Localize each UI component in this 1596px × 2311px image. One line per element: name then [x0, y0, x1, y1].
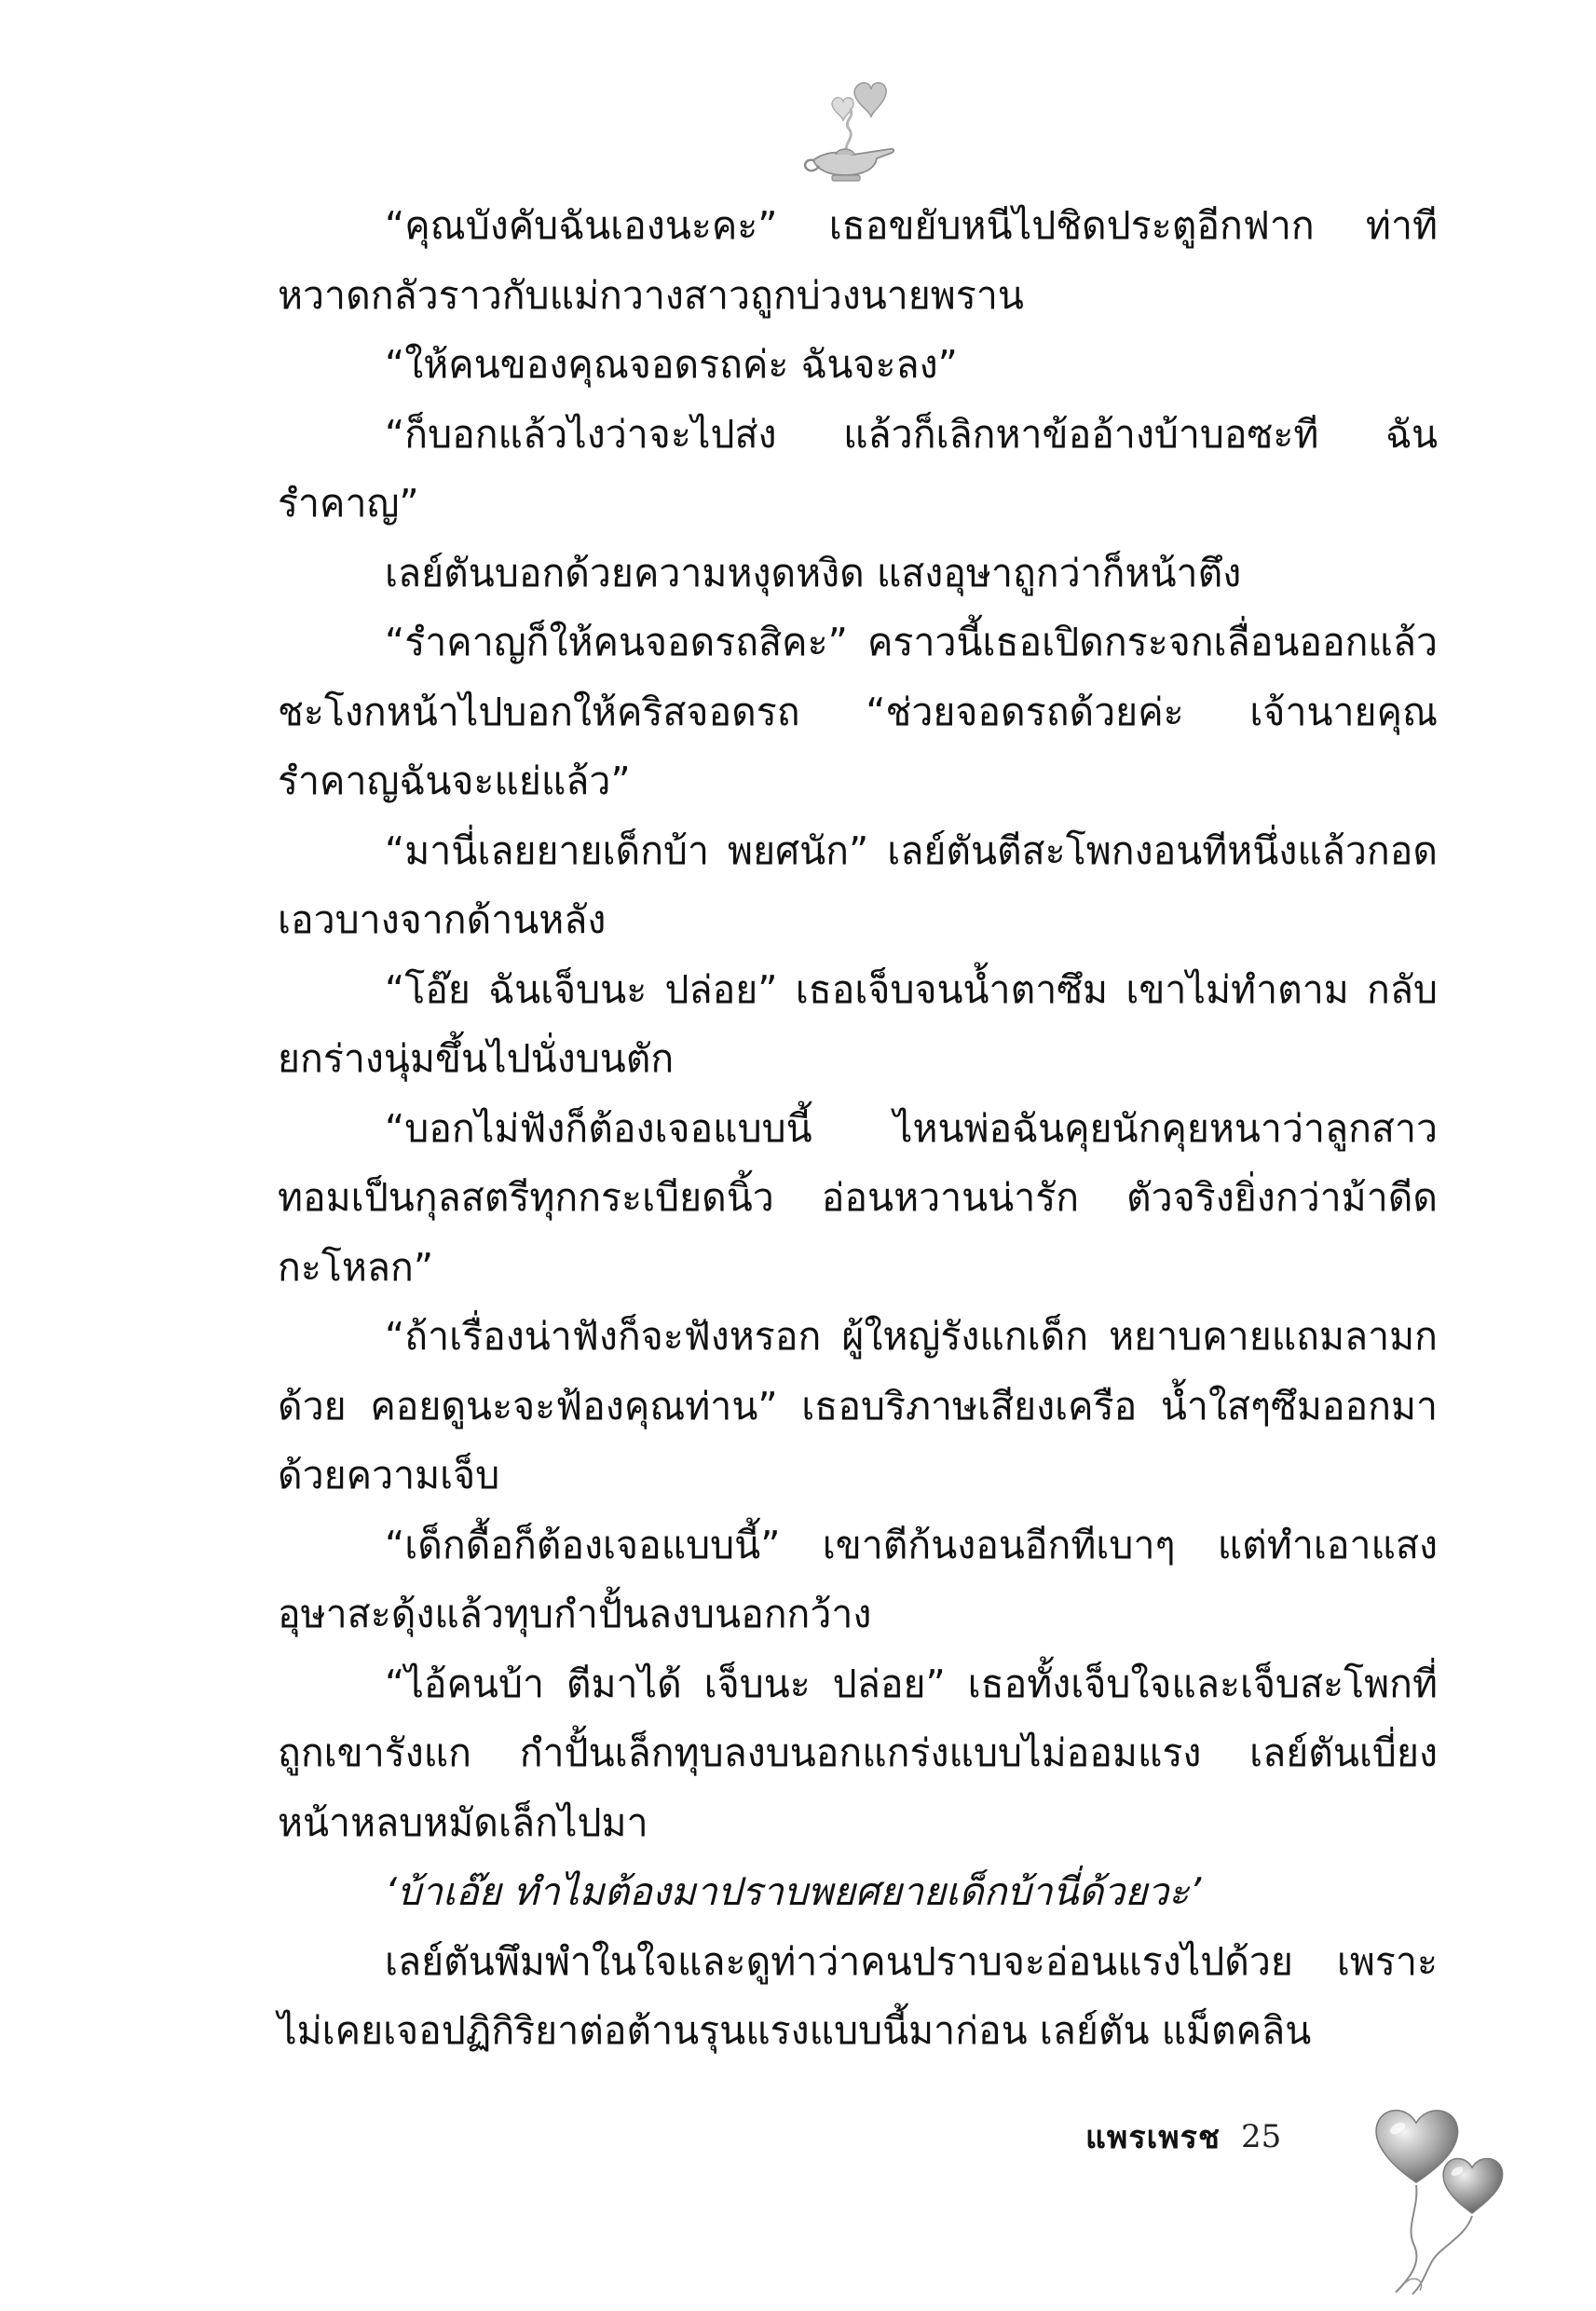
paragraph: “บอกไม่ฟังก็ต้องเจอแบบนี้ ไหนพ่อฉันคุยนักคุยหนาว่าลูกสาวทอมเป็นกุลสตรีทุกกระเบียดนิ้ว อ่อนหวานน่ารัก ตัวจริงยิ่งกว่าม้าดีดกะโหลก” — [278, 1105, 1438, 1290]
paragraph: “โอ๊ย ฉันเจ็บนะ ปล่อย” เธอเจ็บจนน้ำตาซึม เขาไม่ทำตาม กลับยกร่างนุ่มขึ้นไปนั่งบนตัก — [278, 966, 1438, 1081]
paragraph: เลย์ตันบอกด้วยความหงุดหงิด แสงอุษาถูกว่าก็หน้าตึง — [385, 550, 1242, 595]
paragraph: “คุณบังคับฉันเองนะคะ” เธอขยับหนีไปชิดประตูอีกฟาก ท่าทีหวาดกลัวราวกับแม่กวางสาวถูกบ่วงนายพราน — [278, 203, 1438, 318]
paragraph: เลย์ตันพึมพำในใจและดูท่าว่าคนปราบจะอ่อนแรงไปด้วย เพราะไม่เคยเจอปฏิกิริยาต่อต้านรุนแรงแบบนี้มาก่อน เลย์ตัน แม็ตคลิน — [278, 1938, 1438, 2053]
paragraph: “เด็กดื้อก็ต้องเจอแบบนี้” เขาตีก้นงอนอีกทีเบาๆ แต่ทำเอาแสงอุษาสะดุ้งแล้วทุบกำปั้นลงบนอกกว้าง — [278, 1522, 1438, 1636]
paragraph: “ถ้าเรื่องน่าฟังก็จะฟังหรอก ผู้ใหญ่รังแกเด็ก หยาบคายแถมลามกด้วย คอยดูนะจะฟ้องคุณท่าน” เธอบริภาษเสียงเครือ น้ำใสๆซึมออกมาด้วยความเจ็บ — [278, 1314, 1438, 1497]
body-text — [278, 191, 1438, 2066]
page-number: 25 — [1240, 2118, 1282, 2155]
heart-balloons-icon — [1368, 2097, 1521, 2297]
genie-lamp-hearts-icon — [797, 65, 908, 186]
running-title: แพรเพรช — [1085, 2119, 1221, 2156]
paragraph: “ก็บอกแล้วไงว่าจะไปส่ง แล้วก็เลิกหาข้ออ้างบ้าบอซะที ฉันรำคาญ” — [278, 411, 1438, 526]
paragraph: “ให้คนของคุณจอดรถค่ะ ฉันจะลง” — [385, 342, 958, 387]
paragraph-inner-thought: ‘บ้าเอ๊ย ทำไมต้องมาปราบพยศยายเด็กบ้านี่ด้วยวะ’ — [385, 1869, 1202, 1914]
paragraph: “รำคาญก็ให้คนจอดรถสิคะ” คราวนี้เธอเปิดกระจกเลื่อนออกแล้วชะโงกหน้าไปบอกให้คริสจอดรถ “ช่วยจอดรถด้วยค่ะ เจ้านายคุณรำคาญฉันจะแย่แล้ว” — [278, 620, 1438, 803]
page-footer — [1085, 2109, 1281, 2165]
paragraph: “มานี่เลยยายเด็กบ้า พยศนัก” เลย์ตันตีสะโพกงอนทีหนึ่งแล้วกอดเอวบางจากด้านหลัง — [278, 827, 1438, 942]
paragraph: “ไอ้คนบ้า ตีมาได้ เจ็บนะ ปล่อย” เธอทั้งเจ็บใจและเจ็บสะโพกที่ถูกเขารังแก กำปั้นเล็กทุบลงบนอกแกร่งแบบไม่ออมแรง เลย์ตันเบี่ยงหน้าหลบหมัดเล็กไปมา — [278, 1661, 1438, 1845]
